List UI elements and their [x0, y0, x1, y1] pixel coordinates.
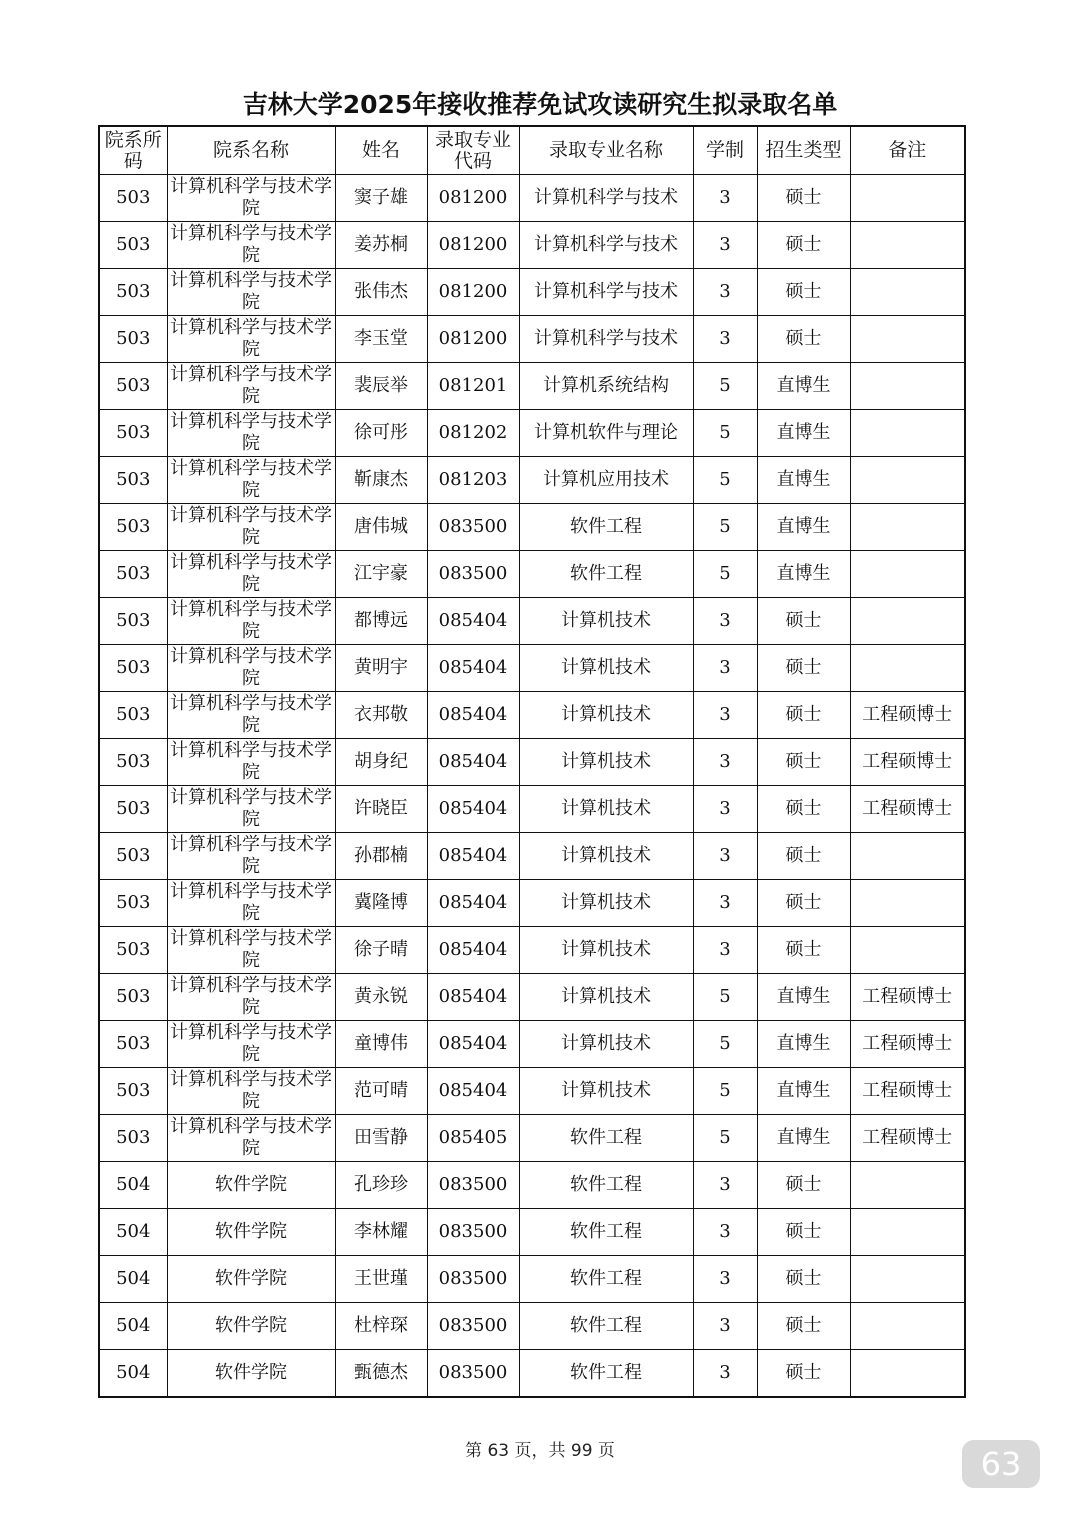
duration-cell: 5 — [693, 1021, 757, 1068]
dept-code-cell: 504 — [99, 1209, 167, 1256]
table-row — [99, 927, 965, 974]
duration-cell: 3 — [693, 880, 757, 927]
major-code-cell: 085404 — [427, 1068, 519, 1115]
major-name-cell: 计算机科学与技术 — [519, 222, 693, 269]
table-row — [99, 645, 965, 692]
enroll-type-cell: 硕士 — [757, 1303, 850, 1350]
major-name-cell: 计算机技术 — [519, 974, 693, 1021]
major-code-cell: 083500 — [427, 504, 519, 551]
student-name-cell: 杜梓琛 — [335, 1303, 427, 1350]
dept-name-cell: 计算机科学与技术学院 — [167, 786, 335, 833]
dept-code-cell: 503 — [99, 175, 167, 222]
dept-code-cell: 503 — [99, 316, 167, 363]
table-row — [99, 786, 965, 833]
header-major-name: 录取专业名称 — [519, 126, 693, 175]
major-name-cell: 计算机技术 — [519, 739, 693, 786]
major-code-cell: 083500 — [427, 1350, 519, 1398]
student-name-cell: 孙郡楠 — [335, 833, 427, 880]
enroll-type-cell: 硕士 — [757, 786, 850, 833]
remarks-cell — [850, 1162, 965, 1209]
remarks-cell — [850, 880, 965, 927]
dept-name-cell: 计算机科学与技术学院 — [167, 692, 335, 739]
major-name-cell: 软件工程 — [519, 1209, 693, 1256]
dept-name-cell: 计算机科学与技术学院 — [167, 175, 335, 222]
enroll-type-cell: 硕士 — [757, 222, 850, 269]
major-code-cell: 081200 — [427, 269, 519, 316]
table-row — [99, 598, 965, 645]
student-name-cell: 甄德杰 — [335, 1350, 427, 1398]
remarks-cell — [850, 457, 965, 504]
major-code-cell: 081200 — [427, 316, 519, 363]
major-name-cell: 计算机技术 — [519, 786, 693, 833]
duration-cell: 3 — [693, 645, 757, 692]
dept-name-cell: 计算机科学与技术学院 — [167, 551, 335, 598]
table-header-row — [99, 126, 965, 175]
table-row — [99, 504, 965, 551]
dept-code-cell: 503 — [99, 739, 167, 786]
table-body — [99, 175, 965, 1398]
dept-code-cell: 503 — [99, 222, 167, 269]
major-name-cell: 计算机技术 — [519, 1021, 693, 1068]
remarks-cell — [850, 222, 965, 269]
major-code-cell: 083500 — [427, 1162, 519, 1209]
table-row — [99, 1209, 965, 1256]
remarks-cell: 工程硕博士 — [850, 1021, 965, 1068]
major-name-cell: 计算机科学与技术 — [519, 316, 693, 363]
student-name-cell: 孔珍珍 — [335, 1162, 427, 1209]
dept-name-cell: 计算机科学与技术学院 — [167, 833, 335, 880]
remarks-cell: 工程硕博士 — [850, 1068, 965, 1115]
dept-code-cell: 503 — [99, 1068, 167, 1115]
enroll-type-cell: 硕士 — [757, 739, 850, 786]
enroll-type-cell: 硕士 — [757, 598, 850, 645]
document-title: 吉林大学2025年接收推荐免试攻读研究生拟录取名单 — [242, 90, 838, 119]
student-name-cell: 胡身纪 — [335, 739, 427, 786]
student-name-cell: 都博远 — [335, 598, 427, 645]
enroll-type-cell: 直博生 — [757, 1068, 850, 1115]
major-name-cell: 计算机技术 — [519, 645, 693, 692]
student-name-cell: 徐可彤 — [335, 410, 427, 457]
dept-name-cell: 计算机科学与技术学院 — [167, 974, 335, 1021]
duration-cell: 3 — [693, 739, 757, 786]
remarks-cell — [850, 551, 965, 598]
table-row — [99, 974, 965, 1021]
student-name-cell: 衣邦敬 — [335, 692, 427, 739]
major-name-cell: 计算机应用技术 — [519, 457, 693, 504]
major-code-cell: 085404 — [427, 833, 519, 880]
dept-name-cell: 计算机科学与技术学院 — [167, 410, 335, 457]
student-name-cell: 范可晴 — [335, 1068, 427, 1115]
student-name-cell: 许晓臣 — [335, 786, 427, 833]
student-name-cell: 王世瑾 — [335, 1256, 427, 1303]
major-name-cell: 软件工程 — [519, 1350, 693, 1398]
enroll-type-cell: 硕士 — [757, 692, 850, 739]
table-row — [99, 1303, 965, 1350]
major-code-cell: 083500 — [427, 1209, 519, 1256]
table-row — [99, 269, 965, 316]
table-row — [99, 316, 965, 363]
dept-name-cell: 计算机科学与技术学院 — [167, 880, 335, 927]
table-row — [99, 739, 965, 786]
dept-name-cell: 软件学院 — [167, 1162, 335, 1209]
duration-cell: 5 — [693, 1068, 757, 1115]
admission-table — [98, 125, 966, 1398]
enroll-type-cell: 硕士 — [757, 927, 850, 974]
major-name-cell: 软件工程 — [519, 551, 693, 598]
dept-code-cell: 504 — [99, 1350, 167, 1398]
remarks-cell — [850, 1209, 965, 1256]
duration-cell: 3 — [693, 1209, 757, 1256]
enroll-type-cell: 硕士 — [757, 175, 850, 222]
remarks-cell — [850, 598, 965, 645]
table-row — [99, 880, 965, 927]
duration-cell: 5 — [693, 410, 757, 457]
table-row — [99, 410, 965, 457]
enroll-type-cell: 硕士 — [757, 833, 850, 880]
major-name-cell: 计算机科学与技术 — [519, 269, 693, 316]
dept-code-cell: 503 — [99, 598, 167, 645]
student-name-cell: 冀隆博 — [335, 880, 427, 927]
remarks-cell: 工程硕博士 — [850, 974, 965, 1021]
major-code-cell: 085405 — [427, 1115, 519, 1162]
dept-name-cell: 计算机科学与技术学院 — [167, 504, 335, 551]
header-dept-name: 院系名称 — [167, 126, 335, 175]
dept-name-cell: 计算机科学与技术学院 — [167, 316, 335, 363]
dept-code-cell: 504 — [99, 1162, 167, 1209]
table-row — [99, 1256, 965, 1303]
enroll-type-cell: 硕士 — [757, 269, 850, 316]
dept-name-cell: 计算机科学与技术学院 — [167, 645, 335, 692]
duration-cell: 3 — [693, 927, 757, 974]
remarks-cell — [850, 645, 965, 692]
remarks-cell: 工程硕博士 — [850, 739, 965, 786]
major-name-cell: 计算机技术 — [519, 833, 693, 880]
dept-name-cell: 计算机科学与技术学院 — [167, 457, 335, 504]
table-row — [99, 551, 965, 598]
dept-code-cell: 504 — [99, 1303, 167, 1350]
student-name-cell: 裴辰举 — [335, 363, 427, 410]
duration-cell: 3 — [693, 598, 757, 645]
remarks-cell — [850, 316, 965, 363]
enroll-type-cell: 直博生 — [757, 551, 850, 598]
duration-cell: 3 — [693, 833, 757, 880]
major-code-cell: 081200 — [427, 222, 519, 269]
major-name-cell: 软件工程 — [519, 1256, 693, 1303]
enroll-type-cell: 直博生 — [757, 410, 850, 457]
major-name-cell: 计算机系统结构 — [519, 363, 693, 410]
remarks-cell — [850, 1350, 965, 1398]
enroll-type-cell: 直博生 — [757, 1021, 850, 1068]
major-code-cell: 085404 — [427, 880, 519, 927]
duration-cell: 3 — [693, 1256, 757, 1303]
major-code-cell: 085404 — [427, 598, 519, 645]
header-dept-code: 院系所码 — [99, 126, 167, 175]
dept-code-cell: 503 — [99, 269, 167, 316]
enroll-type-cell: 直博生 — [757, 363, 850, 410]
table-row — [99, 692, 965, 739]
enroll-type-cell: 硕士 — [757, 1209, 850, 1256]
enroll-type-cell: 直博生 — [757, 504, 850, 551]
enroll-type-cell: 硕士 — [757, 316, 850, 363]
student-name-cell: 李林耀 — [335, 1209, 427, 1256]
table-row — [99, 175, 965, 222]
enroll-type-cell: 硕士 — [757, 880, 850, 927]
dept-name-cell: 软件学院 — [167, 1256, 335, 1303]
remarks-cell — [850, 504, 965, 551]
table-row — [99, 1068, 965, 1115]
student-name-cell: 黄永锐 — [335, 974, 427, 1021]
remarks-cell — [850, 927, 965, 974]
duration-cell: 3 — [693, 692, 757, 739]
table-row — [99, 363, 965, 410]
dept-name-cell: 计算机科学与技术学院 — [167, 222, 335, 269]
student-name-cell: 江宇豪 — [335, 551, 427, 598]
duration-cell: 3 — [693, 269, 757, 316]
major-name-cell: 计算机技术 — [519, 598, 693, 645]
student-name-cell: 窦子雄 — [335, 175, 427, 222]
remarks-cell — [850, 175, 965, 222]
major-name-cell: 计算机技术 — [519, 880, 693, 927]
remarks-cell — [850, 410, 965, 457]
duration-cell: 3 — [693, 786, 757, 833]
remarks-cell — [850, 363, 965, 410]
table-row — [99, 1115, 965, 1162]
remarks-cell — [850, 1303, 965, 1350]
table-row — [99, 1162, 965, 1209]
major-code-cell: 085404 — [427, 974, 519, 1021]
dept-name-cell: 计算机科学与技术学院 — [167, 739, 335, 786]
major-code-cell: 081203 — [427, 457, 519, 504]
remarks-cell — [850, 833, 965, 880]
major-name-cell: 计算机软件与理论 — [519, 410, 693, 457]
student-name-cell: 田雪静 — [335, 1115, 427, 1162]
duration-cell: 3 — [693, 222, 757, 269]
enroll-type-cell: 硕士 — [757, 1350, 850, 1398]
major-code-cell: 085404 — [427, 692, 519, 739]
major-code-cell: 083500 — [427, 1303, 519, 1350]
remarks-cell: 工程硕博士 — [850, 786, 965, 833]
dept-code-cell: 503 — [99, 927, 167, 974]
remarks-cell: 工程硕博士 — [850, 1115, 965, 1162]
dept-name-cell: 计算机科学与技术学院 — [167, 598, 335, 645]
student-name-cell: 张伟杰 — [335, 269, 427, 316]
dept-name-cell: 软件学院 — [167, 1303, 335, 1350]
major-code-cell: 081201 — [427, 363, 519, 410]
duration-cell: 3 — [693, 1303, 757, 1350]
enroll-type-cell: 直博生 — [757, 974, 850, 1021]
student-name-cell: 唐伟城 — [335, 504, 427, 551]
major-code-cell: 085404 — [427, 1021, 519, 1068]
dept-code-cell: 503 — [99, 504, 167, 551]
dept-name-cell: 计算机科学与技术学院 — [167, 927, 335, 974]
major-code-cell: 083500 — [427, 1256, 519, 1303]
dept-code-cell: 503 — [99, 1115, 167, 1162]
duration-cell: 5 — [693, 551, 757, 598]
major-code-cell: 081202 — [427, 410, 519, 457]
major-code-cell: 085404 — [427, 927, 519, 974]
table-row — [99, 1350, 965, 1398]
enroll-type-cell: 直博生 — [757, 457, 850, 504]
duration-cell: 5 — [693, 504, 757, 551]
remarks-cell: 工程硕博士 — [850, 692, 965, 739]
enroll-type-cell: 硕士 — [757, 645, 850, 692]
enroll-type-cell: 直博生 — [757, 1115, 850, 1162]
header-duration: 学制 — [693, 126, 757, 175]
major-name-cell: 计算机技术 — [519, 927, 693, 974]
dept-code-cell: 503 — [99, 551, 167, 598]
student-name-cell: 童博伟 — [335, 1021, 427, 1068]
duration-cell: 5 — [693, 1115, 757, 1162]
major-name-cell: 计算机科学与技术 — [519, 175, 693, 222]
dept-name-cell: 计算机科学与技术学院 — [167, 269, 335, 316]
student-name-cell: 李玉堂 — [335, 316, 427, 363]
table-row — [99, 457, 965, 504]
duration-cell: 5 — [693, 457, 757, 504]
dept-code-cell: 503 — [99, 645, 167, 692]
dept-name-cell: 计算机科学与技术学院 — [167, 363, 335, 410]
duration-cell: 3 — [693, 1162, 757, 1209]
major-name-cell: 计算机技术 — [519, 1068, 693, 1115]
enroll-type-cell: 硕士 — [757, 1162, 850, 1209]
table-row — [99, 1021, 965, 1068]
dept-name-cell: 计算机科学与技术学院 — [167, 1021, 335, 1068]
dept-code-cell: 503 — [99, 363, 167, 410]
dept-code-cell: 504 — [99, 1256, 167, 1303]
header-name: 姓名 — [335, 126, 427, 175]
dept-code-cell: 503 — [99, 833, 167, 880]
dept-code-cell: 503 — [99, 692, 167, 739]
dept-name-cell: 软件学院 — [167, 1350, 335, 1398]
major-code-cell: 085404 — [427, 786, 519, 833]
remarks-cell — [850, 1256, 965, 1303]
major-code-cell: 081200 — [427, 175, 519, 222]
student-name-cell: 靳康杰 — [335, 457, 427, 504]
header-enroll-type: 招生类型 — [757, 126, 850, 175]
dept-code-cell: 503 — [99, 457, 167, 504]
student-name-cell: 黄明宇 — [335, 645, 427, 692]
dept-code-cell: 503 — [99, 786, 167, 833]
major-code-cell: 085404 — [427, 739, 519, 786]
remarks-cell — [850, 269, 965, 316]
page-number-badge: 63 — [962, 1440, 1040, 1488]
student-name-cell: 徐子晴 — [335, 927, 427, 974]
major-name-cell: 软件工程 — [519, 1162, 693, 1209]
table-row — [99, 833, 965, 880]
header-remarks: 备注 — [850, 126, 965, 175]
duration-cell: 3 — [693, 175, 757, 222]
dept-code-cell: 503 — [99, 880, 167, 927]
dept-code-cell: 503 — [99, 1021, 167, 1068]
duration-cell: 3 — [693, 316, 757, 363]
student-name-cell: 姜苏桐 — [335, 222, 427, 269]
major-name-cell: 软件工程 — [519, 504, 693, 551]
duration-cell: 5 — [693, 974, 757, 1021]
table-row — [99, 222, 965, 269]
dept-name-cell: 计算机科学与技术学院 — [167, 1115, 335, 1162]
dept-name-cell: 计算机科学与技术学院 — [167, 1068, 335, 1115]
major-code-cell: 085404 — [427, 645, 519, 692]
header-major-code: 录取专业代码 — [427, 126, 519, 175]
page-footer: 第 63 页，共 99 页 — [465, 1441, 615, 1461]
duration-cell: 5 — [693, 363, 757, 410]
dept-code-cell: 503 — [99, 410, 167, 457]
major-name-cell: 软件工程 — [519, 1303, 693, 1350]
dept-code-cell: 503 — [99, 974, 167, 1021]
dept-name-cell: 软件学院 — [167, 1209, 335, 1256]
enroll-type-cell: 硕士 — [757, 1256, 850, 1303]
duration-cell: 3 — [693, 1350, 757, 1398]
major-name-cell: 计算机技术 — [519, 692, 693, 739]
major-code-cell: 083500 — [427, 551, 519, 598]
major-name-cell: 软件工程 — [519, 1115, 693, 1162]
